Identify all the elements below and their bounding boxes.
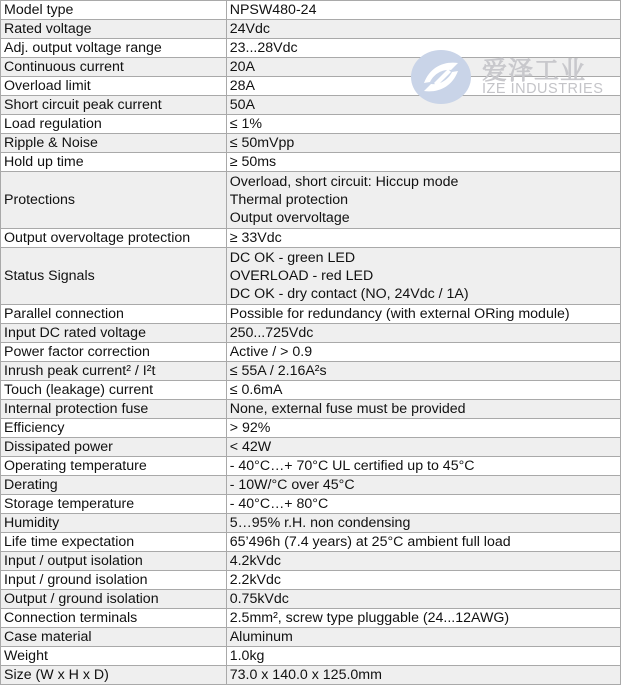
spec-row <box>1 400 621 419</box>
spec-value <box>226 381 620 400</box>
spec-value-line: NPSW480-24 <box>229 2 317 18</box>
spec-row <box>1 1 621 20</box>
spec-row <box>1 362 621 381</box>
spec-row <box>1 476 621 495</box>
spec-row <box>1 134 621 153</box>
ize-logo-icon <box>410 49 472 105</box>
spec-row <box>1 324 621 343</box>
spec-label: Derating <box>1 476 227 495</box>
spec-value-line: < 42W <box>229 439 272 455</box>
spec-label: Efficiency <box>1 419 227 438</box>
spec-label: Power factor correction <box>1 343 227 362</box>
spec-value <box>226 172 620 229</box>
spec-value-line: None, external fuse must be provided <box>229 401 466 417</box>
spec-value <box>226 324 620 343</box>
spec-label: Humidity <box>1 514 227 533</box>
spec-label: Hold up time <box>1 153 227 172</box>
spec-value-line: 24Vdc <box>229 21 270 37</box>
watermark-logo <box>410 47 610 107</box>
spec-value-line: Active / > 0.9 <box>229 344 313 360</box>
spec-label: Dissipated power <box>1 438 227 457</box>
spec-value-line: 73.0 x 140.0 x 125.0mm <box>229 667 382 683</box>
spec-row <box>1 438 621 457</box>
spec-label: Rated voltage <box>1 20 227 39</box>
spec-value-line: 50A <box>229 97 255 113</box>
spec-row <box>1 172 621 229</box>
spec-value <box>226 666 620 685</box>
spec-row <box>1 666 621 685</box>
spec-value-line: 2.5mm², screw type pluggable (24...12AWG) <box>229 610 510 626</box>
spec-value-line: 0.75kVdc <box>229 591 289 607</box>
spec-value <box>226 647 620 666</box>
spec-label: Load regulation <box>1 115 227 134</box>
spec-label: Output / ground isolation <box>1 590 227 609</box>
spec-value-line: 23...28Vdc <box>229 40 298 56</box>
spec-label: Operating temperature <box>1 457 227 476</box>
spec-row <box>1 457 621 476</box>
spec-value-line: - 10W/°C over 45°C <box>229 477 355 493</box>
spec-row <box>1 495 621 514</box>
spec-label: Input / output isolation <box>1 552 227 571</box>
spec-row <box>1 229 621 248</box>
spec-label: Input DC rated voltage <box>1 324 227 343</box>
spec-value-line: Output overvoltage <box>229 210 350 226</box>
spec-value-line: - 40°C…+ 80°C <box>229 496 329 512</box>
spec-value-line: 2.2kVdc <box>229 572 281 588</box>
spec-value <box>226 476 620 495</box>
spec-value <box>226 20 620 39</box>
spec-label: Adj. output voltage range <box>1 39 227 58</box>
spec-row <box>1 248 621 305</box>
spec-label: Inrush peak current² / I²t <box>1 362 227 381</box>
spec-value <box>226 495 620 514</box>
spec-value <box>226 514 620 533</box>
spec-row <box>1 153 621 172</box>
spec-value <box>226 400 620 419</box>
spec-row <box>1 628 621 647</box>
spec-value <box>226 229 620 248</box>
spec-value-line: ≤ 50mVpp <box>229 135 295 151</box>
spec-label: Case material <box>1 628 227 647</box>
spec-label: Input / ground isolation <box>1 571 227 590</box>
spec-row <box>1 115 621 134</box>
spec-label: Internal protection fuse <box>1 400 227 419</box>
spec-label: Protections <box>1 172 227 229</box>
spec-value <box>226 457 620 476</box>
spec-value-line: Possible for redundancy (with external ORing module) <box>229 306 570 322</box>
spec-value-line: ≤ 0.6mA <box>229 382 283 398</box>
spec-row <box>1 20 621 39</box>
spec-value <box>226 571 620 590</box>
spec-value-line: DC OK - dry contact (NO, 24Vdc / 1A) <box>229 286 469 302</box>
spec-value <box>226 362 620 381</box>
spec-value-line: ≤ 1% <box>229 116 262 132</box>
spec-value <box>226 343 620 362</box>
spec-row <box>1 305 621 324</box>
spec-row <box>1 590 621 609</box>
spec-label: Overload limit <box>1 77 227 96</box>
spec-row <box>1 552 621 571</box>
spec-value-line: 1.0kg <box>229 648 265 664</box>
spec-value <box>226 134 620 153</box>
spec-label: Model type <box>1 1 227 20</box>
spec-label: Size (W x H x D) <box>1 666 227 685</box>
spec-label: Life time expectation <box>1 533 227 552</box>
spec-value <box>226 153 620 172</box>
logo-name-en: IZE INDUSTRIES <box>482 81 604 97</box>
spec-value-line: 5…95% r.H. non condensing <box>229 515 411 531</box>
spec-value <box>226 1 620 20</box>
spec-label: Status Signals <box>1 248 227 305</box>
spec-label: Touch (leakage) current <box>1 381 227 400</box>
logo-name-cn: 爱泽工业 <box>482 56 587 85</box>
spec-value <box>226 590 620 609</box>
spec-label: Weight <box>1 647 227 666</box>
spec-value-line: - 40°C…+ 70°C UL certified up to 45°C <box>229 458 475 474</box>
spec-label: Storage temperature <box>1 495 227 514</box>
spec-value-line: Overload, short circuit: Hiccup mode <box>229 174 459 190</box>
spec-value-line: 28A <box>229 78 255 94</box>
spec-label: Connection terminals <box>1 609 227 628</box>
spec-value-line: ≥ 50ms <box>229 154 277 170</box>
spec-value <box>226 533 620 552</box>
spec-value-line: 65’496h (7.4 years) at 25°C ambient full load <box>229 534 511 550</box>
spec-row <box>1 419 621 438</box>
spec-value-line: OVERLOAD - red LED <box>229 268 374 284</box>
spec-value <box>226 628 620 647</box>
spec-row <box>1 514 621 533</box>
spec-row <box>1 609 621 628</box>
spec-value <box>226 248 620 305</box>
spec-value <box>226 115 620 134</box>
spec-row <box>1 533 621 552</box>
spec-value <box>226 609 620 628</box>
spec-value-line: 20A <box>229 59 255 75</box>
spec-row <box>1 343 621 362</box>
spec-label: Parallel connection <box>1 305 227 324</box>
spec-row <box>1 571 621 590</box>
spec-value-line: DC OK - green LED <box>229 250 356 266</box>
spec-value-line: > 92% <box>229 420 271 436</box>
spec-row <box>1 381 621 400</box>
spec-row <box>1 647 621 666</box>
spec-label: Output overvoltage protection <box>1 229 227 248</box>
spec-value-line: Aluminum <box>229 629 293 645</box>
spec-label: Short circuit peak current <box>1 96 227 115</box>
spec-value-line: 4.2kVdc <box>229 553 281 569</box>
spec-value-line: Thermal protection <box>229 192 348 208</box>
spec-value-line: ≤ 55A / 2.16A²s <box>229 363 327 379</box>
spec-value <box>226 438 620 457</box>
spec-label: Ripple & Noise <box>1 134 227 153</box>
spec-value <box>226 305 620 324</box>
spec-label: Continuous current <box>1 58 227 77</box>
spec-value <box>226 552 620 571</box>
spec-value <box>226 419 620 438</box>
spec-value-line: ≥ 33Vdc <box>229 230 282 246</box>
spec-value-line: 250...725Vdc <box>229 325 314 341</box>
